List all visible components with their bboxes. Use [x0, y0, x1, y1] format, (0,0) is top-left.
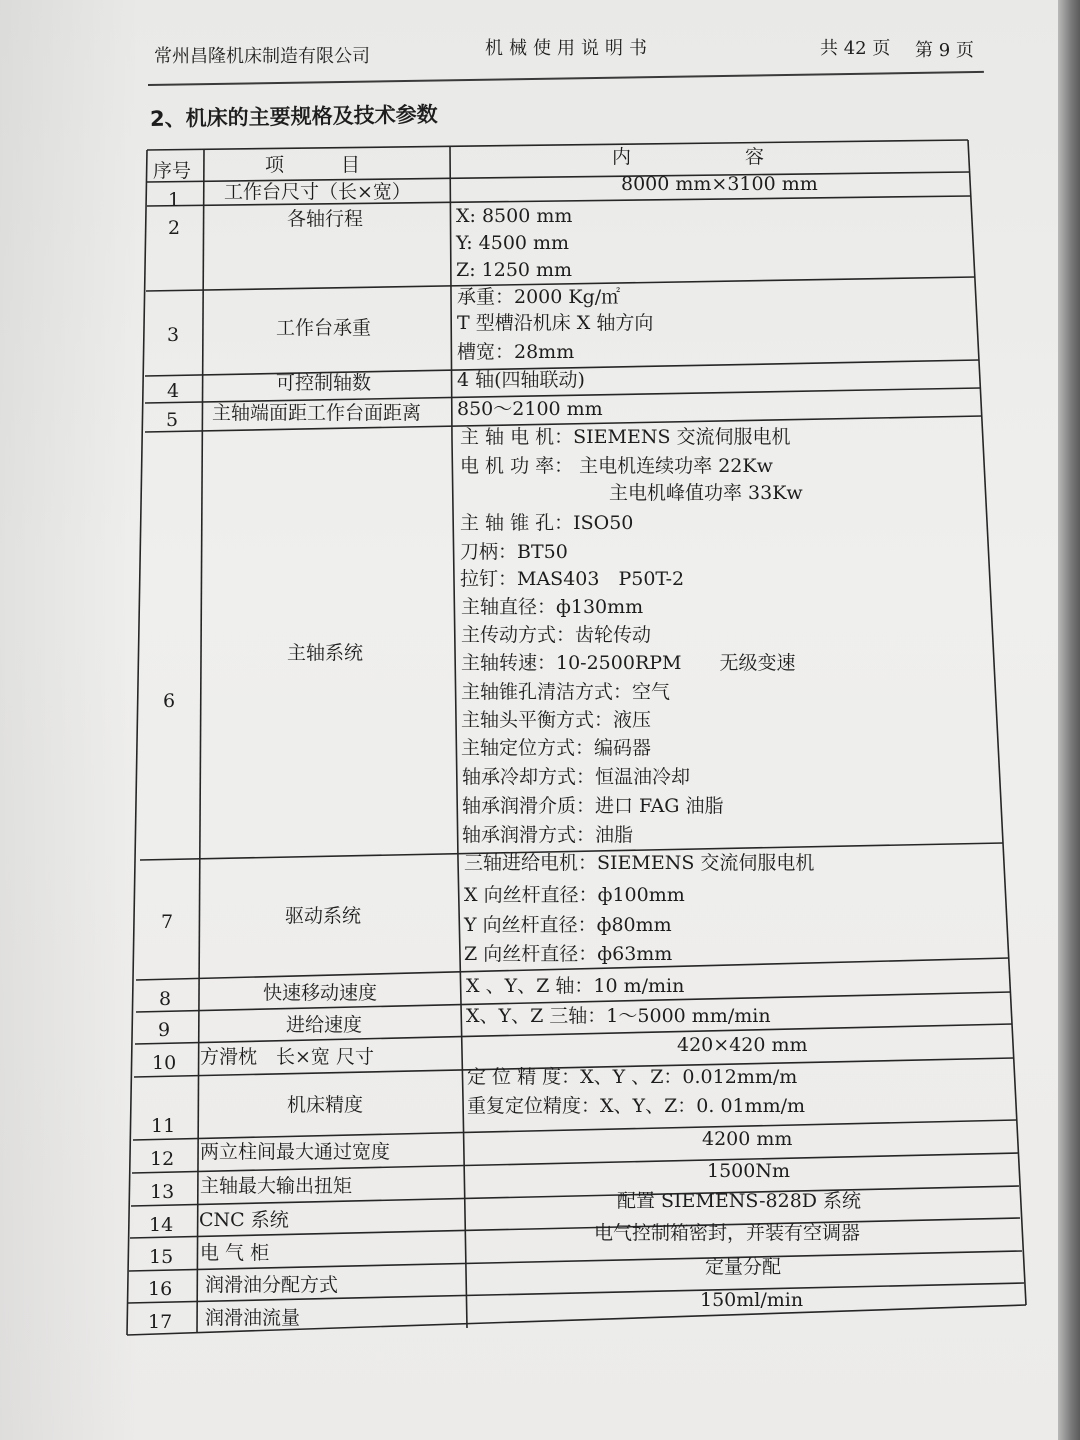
row-content-line: T 型槽沿机床 X 轴方向: [457, 312, 654, 334]
row-item: 润滑油分配方式: [205, 1274, 339, 1296]
row-no: 13: [150, 1181, 175, 1203]
row-no: 6: [163, 690, 176, 712]
row-no: 17: [148, 1311, 173, 1333]
row-item: 工作台尺寸（长×宽）: [224, 181, 411, 203]
row-item: 机床精度: [287, 1094, 364, 1116]
row-content-line: 三轴进给电机：SIEMENS 交流伺服电机: [464, 852, 815, 874]
row-content-line: 主轴直径：ф130mm: [461, 596, 644, 618]
row-no: 12: [150, 1148, 175, 1170]
row-item: CNC 系统: [199, 1209, 289, 1231]
row-content-line: 4200 mm: [702, 1128, 793, 1150]
row-content-line: 主传动方式：齿轮传动: [461, 624, 652, 646]
row-no: 14: [149, 1214, 174, 1236]
row-content-line: Z: 1250 mm: [456, 259, 573, 281]
row-content-line: 重复定位精度：X、Y、Z：0. 01mm/m: [467, 1095, 806, 1117]
row-no: 5: [166, 409, 179, 431]
row-no: 4: [167, 380, 180, 402]
row-item: 主轴端面距工作台面距离: [212, 402, 422, 424]
row-item: 驱动系统: [285, 905, 362, 927]
header-content: 内 容: [612, 146, 765, 168]
row-item: 两立柱间最大通过宽度: [200, 1141, 391, 1163]
row-item: 主轴系统: [287, 642, 364, 664]
row-content-line: 定 位 精 度：X、Y 、Z：0.012mm/m: [467, 1066, 798, 1088]
row-content-line: X 向丝杆直径：ф100mm: [464, 884, 685, 906]
row-content-line: Y: 4500 mm: [456, 232, 570, 254]
row-content-line: 主 轴 电 机：SIEMENS 交流伺服电机: [460, 426, 791, 448]
total-pages: 共 42 页: [820, 38, 891, 59]
row-item: 主轴最大输出扭矩: [200, 1175, 353, 1197]
row-no: 3: [167, 324, 180, 346]
row-content-line: 8000 mm×3100 mm: [621, 173, 818, 195]
row-no: 10: [152, 1052, 177, 1074]
row-content-line: 轴承润滑介质：进口 FAG 油脂: [462, 795, 724, 817]
row-item: 可控制轴数: [276, 372, 372, 394]
page-number: 第 9 页: [915, 40, 974, 61]
row-item: 快速移动速度: [263, 982, 378, 1004]
header-no: 序号: [153, 160, 192, 182]
row-content-line: 4 轴(四轴联动): [457, 369, 585, 391]
row-content-line: 拉钉：MAS403 P50T-2: [460, 568, 685, 590]
row-content-line: 主轴头平衡方式：液压: [461, 709, 652, 731]
row-item: 工作台承重: [276, 317, 372, 339]
row-no: 2: [168, 217, 181, 239]
row-item: 润滑油流量: [205, 1307, 301, 1329]
row-no: 1: [168, 189, 181, 211]
row-content-line: 槽宽：28mm: [457, 341, 575, 363]
row-content-line: X、Y、Z 三轴：1～5000 mm/min: [466, 1005, 771, 1027]
document-title: 机械使用说明书: [485, 38, 653, 59]
row-item: 进给速度: [286, 1014, 363, 1036]
row-content-line: 轴承润滑方式：油脂: [462, 824, 634, 846]
row-content-line: 主轴定位方式：编码器: [461, 737, 652, 759]
row-content-line: 主轴转速：10-2500RPM 无级变速: [461, 652, 796, 674]
row-no: 16: [148, 1278, 173, 1300]
row-no: 11: [151, 1115, 176, 1137]
section-title: 2、机床的主要规格及技术参数: [149, 102, 438, 131]
row-content-line: 配置 SIEMENS-828D 系统: [617, 1190, 862, 1212]
row-content-line: Y 向丝杆直径：ф80mm: [464, 914, 672, 936]
row-content-line: X 、Y、Z 轴：10 m/min: [466, 975, 685, 997]
row-content-line: 电气控制箱密封，并装有空调器: [594, 1222, 861, 1244]
row-content-line: 承重：2000 Kg/㎡: [457, 286, 621, 308]
row-content-line: Z 向丝杆直径：ф63mm: [464, 943, 673, 965]
company-name: 常州昌隆机床制造有限公司: [154, 46, 370, 67]
row-content-line: 420×420 mm: [677, 1034, 808, 1056]
row-content-line: 850～2100 mm: [457, 398, 603, 420]
row-item: 方滑枕 长×宽 尺寸: [200, 1046, 374, 1068]
row-content-line: 刀柄：BT50: [460, 541, 568, 563]
row-content-line: 150ml/min: [700, 1289, 804, 1311]
row-no: 9: [158, 1019, 171, 1041]
row-item: 电 气 柜: [200, 1242, 270, 1264]
row-no: 8: [159, 988, 172, 1010]
row-content-line: X: 8500 mm: [456, 205, 573, 227]
row-content-line: 轴承冷却方式：恒温油冷却: [462, 766, 691, 788]
row-content-line: 定量分配: [705, 1256, 782, 1278]
row-no: 15: [149, 1246, 174, 1268]
row-content-line: 主电机峰值功率 33Kw: [609, 482, 803, 504]
row-content-line: 主轴锥孔清洁方式：空气: [461, 681, 671, 703]
row-content-line: 主 轴 锥 孔：ISO50: [460, 512, 634, 534]
row-no: 7: [161, 911, 174, 933]
row-content-line: 1500Nm: [707, 1160, 790, 1182]
row-content-line: 电 机 功 率： 主电机连续功率 22Kw: [460, 455, 773, 477]
row-item: 各轴行程: [287, 208, 364, 230]
header-item: 项 目: [265, 154, 361, 176]
